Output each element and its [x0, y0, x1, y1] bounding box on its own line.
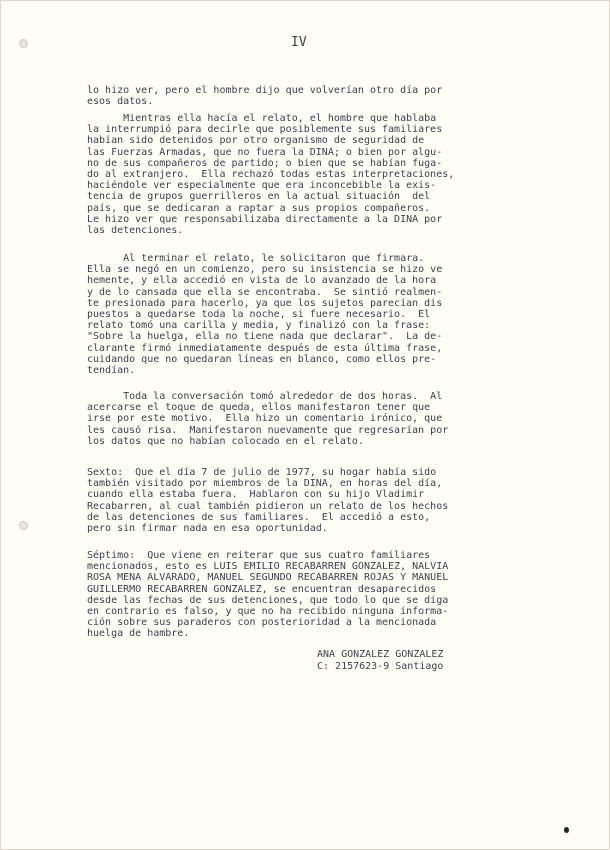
paragraph-continuation: lo hizo ver, pero el hombre dijo que volverían otro día por esos datos. [87, 85, 443, 108]
paragraph-conversation: Toda la conversación tomó alrededor de dos horas. Al acercarse el toque de queda, ellos manifestaron tener que irse por este motivo. Ella hizo un comentario irónico, que les causó risa. Manifestaron nuevamente que regresarían por los datos que no habían colocado en el relato. [87, 391, 449, 447]
paragraph-sexto: Sexto: Que el día 7 de julio de 1977, su hogar había sido también visitado por miembros de la DINA, en horas del día, cuando ella estaba fuera. Hablaron con su hijo Vladimir Recabarren, al cual también pidieron un relato de los hechos de las detenciones de sus familiares. El accedió a esto, pero sin firmar nada en esa oportunidad. [87, 467, 449, 535]
punch-hole-top [19, 39, 28, 48]
punch-hole-bottom [19, 521, 28, 530]
signature-name: ANA GONZALEZ GONZALEZ [317, 649, 444, 660]
paragraph-signing: Al terminar el relato, le solicitaron que firmara. Ella se negó en un comienzo, pero su insistencia se hizo ve hemente, y ella accedió en vista de lo avanzado de la hora y de lo cansada que ella se encontraba. Se sintió realmen- te presionada para hacerlo, ya que los sujetos parecían dis puestos a quedarse toda la noche, si fuere necesario. El relato tomó una carilla y media, y finalizó con la frase: "Sobre la huelga, ella no tiene nada que declarar". La de- clarante firmó inmediatamente después de esta última frase, cuidando que no quedaran líneas en blanco, como ellos pre- tendían. [87, 253, 443, 377]
ink-mark [564, 827, 569, 833]
paragraph-interruption: Mientras ella hacía el relato, el hombre que hablaba la interrumpió para decirle que posiblemente sus familiares habían sido detenidos por otro organismo de seguridad de las Fuerzas Armadas, que no fuera la DINA; o bien por algu- no de sus compañeros de partido; o bien que se habían fuga- do al extranjero. Ella rechazó todas estas interpretaciones, haciéndole ver especialmente que era inconcebible la exis- tencia de grupos guerrilleros en la actual situación del país, que se dedicaran a raptar a sus propios compañeros. Le hizo ver que responsabilizaba directamente a la DINA por las detenciones. [87, 113, 455, 237]
signature-id: C: 2157623-9 Santiago [317, 661, 444, 672]
paragraph-septimo: Séptimo: Que viene en reiterar que sus cuatro familiares mencionados, esto es LUIS EMILIO RECABARREN GONZALEZ, NALVIA ROSA MENA ALVARADO, MANUEL SEGUNDO RECABARREN ROJAS Y MANUEL GUILLERMO RECABARREN GONZALEZ, se encuentran desaparecidos desde las fechas de sus detenciones, que todo lo que se diga en contrario es falso, y que no ha recibido ninguna informa- ción sobre sus paraderos con posterioridad a la mencionada huelga de hambre. [87, 550, 449, 640]
page-number: IV [291, 35, 307, 50]
